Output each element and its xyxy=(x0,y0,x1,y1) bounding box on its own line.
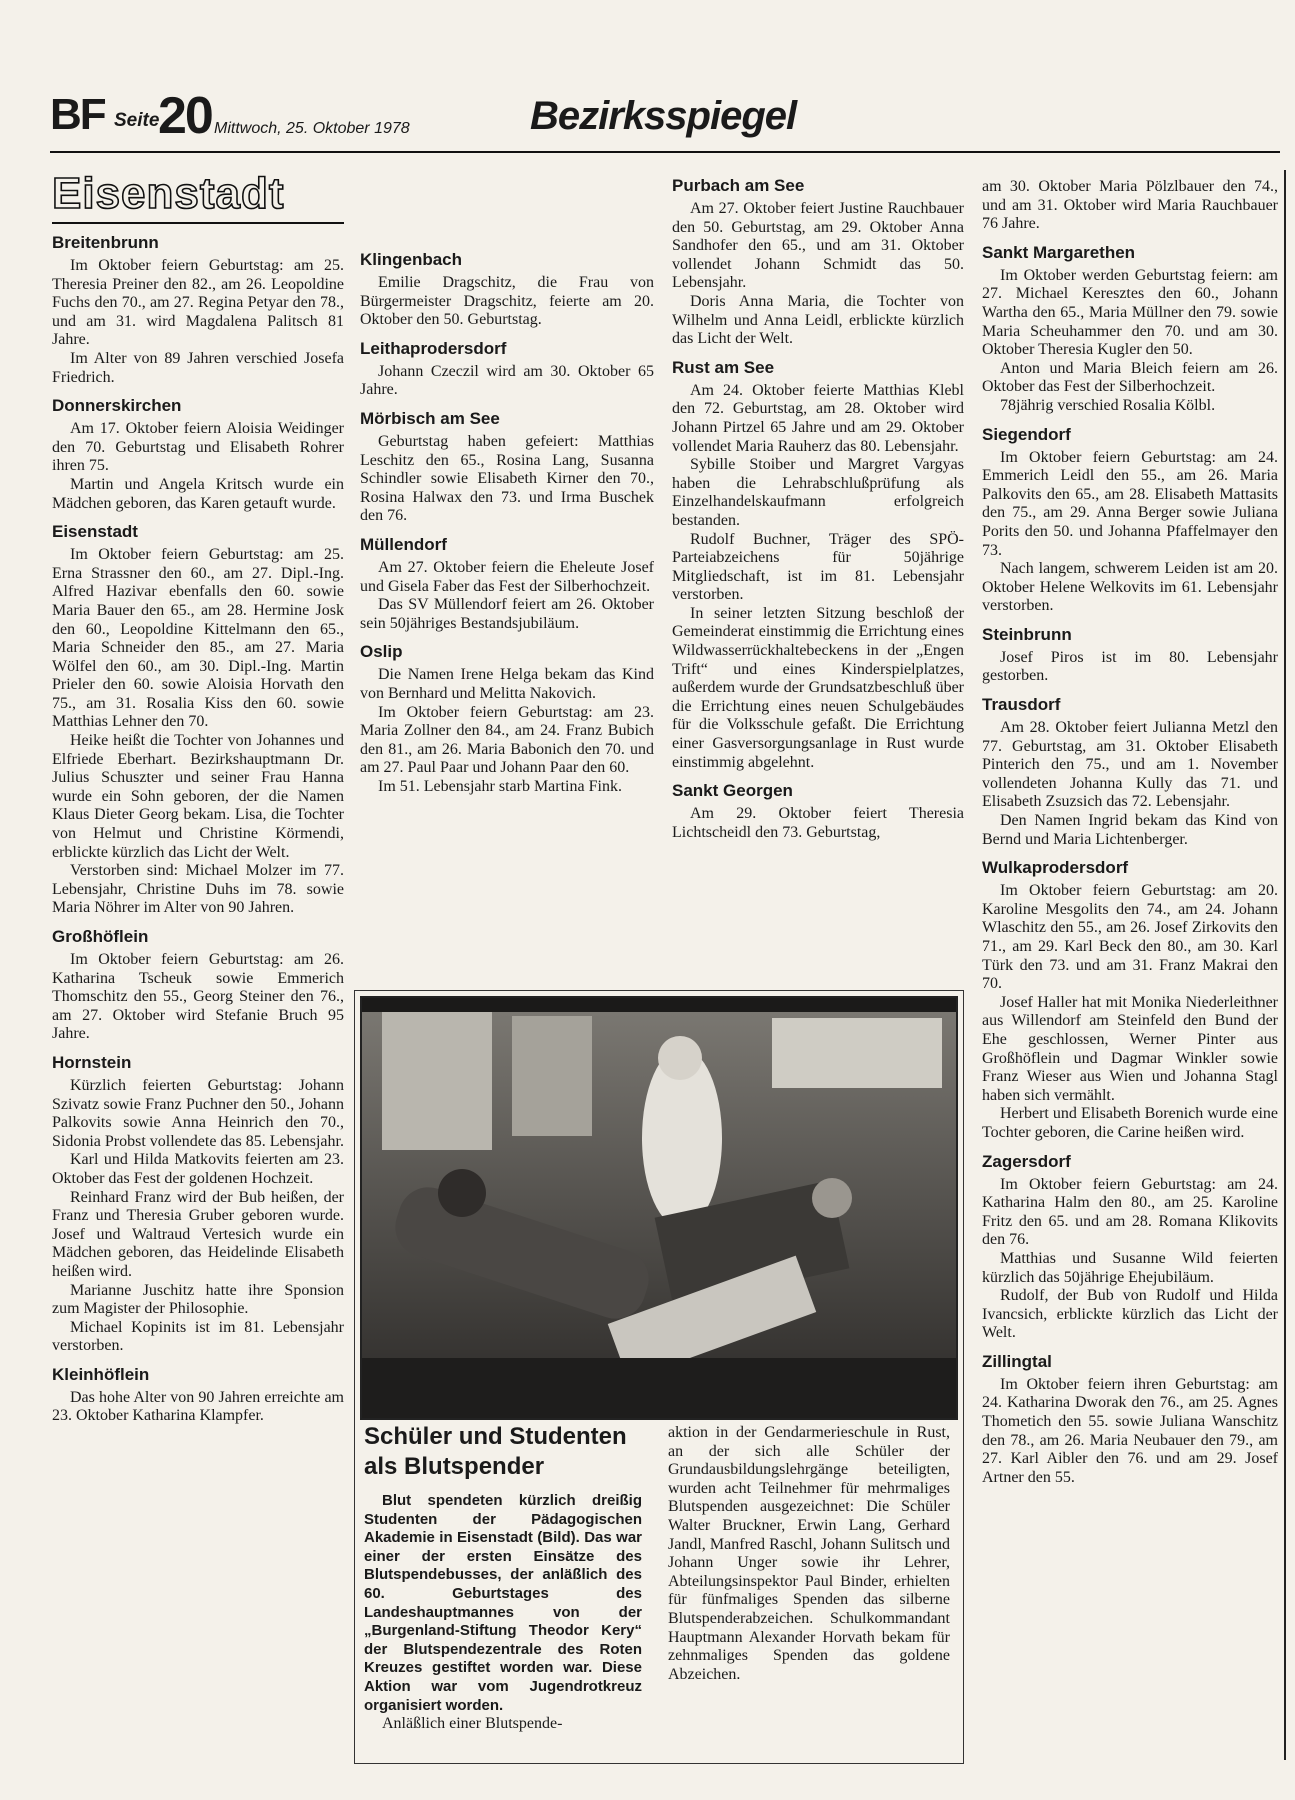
issue-date: Mittwoch, 25. Oktober 1978 xyxy=(214,120,410,137)
feature-lead: Blut spendeten kürzlich dreißig Studenten der Pädagogischen Akademie in Eisenstadt (Bild). Das war einer der ersten Einsätze des Blutspendebusses, der anläßlich des 60. Geburtstages des Landeshauptmannes von der „Burgenland-Stiftung Theodor Kery“ der Blutspendezentrale des Roten Kreuzes gestiftet worden war. Diese Aktion war vom Jugendrotkreuz organisiert worden. xyxy=(364,1492,642,1714)
article-title-zagersdorf: Zagersdorf xyxy=(982,1151,1071,1171)
article-paragraph: Im Oktober feiern Geburtstag: am 26. Katharina Tscheuk sowie Emmerich Thomschitz den 55., Georg Steiner den 76., am 27. Oktober wird Stefanie Bruch 95 Jahre. xyxy=(52,951,344,1043)
article-paragraph: Herbert und Elisabeth Borenich wurde eine Tochter geboren, die Carine heißen wird. xyxy=(982,1105,1278,1141)
feature-lead-tail: Anläßlich einer Blutspende- xyxy=(382,1715,563,1733)
article-paragraph: Am 24. Oktober feierte Matthias Klebl den 72. Geburtstag, am 28. Oktober wird Johann Pirtzel 65 Jahre und am 29. Oktober vollendet Maria Rauherz das 80. Lebensjahr. xyxy=(672,381,964,455)
article-paragraph: Nach langem, schwerem Leiden ist am 20. Oktober Helene Welkovits im 61. Lebensjahr verstorben. xyxy=(982,560,1278,615)
article-paragraph: Am 17. Oktober feiern Aloisia Weidinger den 70. Geburtstag und Elisabeth Rohrer ihren 75. xyxy=(52,420,344,475)
article-paragraph: Rudolf, der Bub von Rudolf und Hilda Ivancsich, erblickte kürzlich das Licht der Welt. xyxy=(982,1287,1278,1342)
article-paragraph: Im Oktober feiern Geburtstag: am 23. Maria Zollner den 84., am 24. Franz Bubich den 81., am 26. Maria Babonich den 70. und am 27. Paul Paar und Johann Paar den 60. xyxy=(360,703,654,777)
article-paragraph: Im Oktober feiern ihren Geburtstag: am 24. Katharina Dworak den 76., am 25. Agnes Thometich den 55. sowie Juliana Wanschitz den 78., am 26. Maria Neubauer den 79., am 27. Karl Aibler den 76. und am 29. Josef Artner den 55. xyxy=(982,1375,1278,1486)
article-title-leithaprodersdorf: Leithaprodersdorf xyxy=(360,338,507,358)
article-title-sankt-georgen: Sankt Georgen xyxy=(672,781,793,801)
article-paragraph: Die Namen Irene Helga bekam das Kind von Bernhard und Melitta Nakovich. xyxy=(360,666,654,702)
article-paragraph: Im Oktober feiern Geburtstag: am 20. Karoline Mesgolits den 74., am 24. Johann Wlaschitz den 55., am 26. Josef Zirkovits den 71., am 29. Karl Beck den 80., am 30. Karl Türk den 73. und am 31. Franz Makrai den 70. xyxy=(982,882,1278,993)
article-paragraph: Im Oktober feiern Geburtstag: am 25. Erna Strassner den 60., am 27. Dipl.-Ing. Alfred Hazivar ebenfalls den 60. sowie Maria Bauer den 65., am 28. Hermine Josk den 60., Leopoldine Kittelmann den 65., Maria Schneider den 85., am 27. Maria Wölfel den 60., am 30. Dipl.-Ing. Martin Prieler den 60. sowie Aloisia Horvath den 75., am 31. Rosalia Kiss den 60. sowie Matthias Lehner den 70. xyxy=(52,546,344,731)
article-title-hornstein: Hornstein xyxy=(52,1052,132,1072)
article-paragraph: Im Oktober feiern Geburtstag: am 24. Emmerich Leidl den 55., am 26. Maria Palkovits den 65., am 28. Elisabeth Mattasits den 75., am 29. Anna Berger sowie Juliana Porits den 50. und Johanna Pfaffelmayer den 73. xyxy=(982,448,1278,559)
article-paragraph: Verstorben sind: Michael Molzer im 77. Lebensjahr, Christine Duhs im 78. sowie Maria Nöhrer im Alter von 90 Jahren. xyxy=(52,862,344,917)
feature-body: aktion in der Gendarmerieschule in Rust, an der sich alle Schüler der Grundausbildungslehrgänge beteiligten, wurden acht Teilnehmer für mehrmaliges Blutspenden ausgezeichnet: Die Schüler Walter Bruckner, Erwin Lang, Gerhard Jandl, Manfred Raschl, Johann Sulitsch und Johann Unger sowie ihr Lehrer, Abteilungsinspektor Paul Binder, erhielten für fünfmaliges Spenden das silberne Blutspenderabzeichen. Schulkommandant Hauptmann Alexander Horvath bekam für zehnmaliges Spenden das goldene Abzeichen. xyxy=(668,1424,950,1683)
article-paragraph: Den Namen Ingrid bekam das Kind von Bernd und Maria Lichtenberger. xyxy=(982,812,1278,848)
article-title-siegendorf: Siegendorf xyxy=(982,424,1071,444)
article-paragraph: Im Oktober feiern Geburtstag: am 25. Theresia Preiner den 82., am 26. Leopoldine Fuchs den 70., am 27. Regina Petyar den 78., und am 31. wird Magdalena Palitsch 81 Jahre. xyxy=(52,257,344,349)
article-paragraph: Doris Anna Maria, die Tochter von Wilhelm und Anna Leidl, erblickte kürzlich das Licht der Welt. xyxy=(672,292,964,348)
article-paragraph: 78jährig verschied Rosalia Kölbl. xyxy=(1000,396,1216,414)
article-paragraph: Michael Kopinits ist im 81. Lebensjahr verstorben. xyxy=(52,1318,344,1355)
page-number: 20 xyxy=(158,87,212,145)
article-title-donnerskirchen: Donnerskirchen xyxy=(52,396,182,416)
article-title-eisenstadt: Eisenstadt xyxy=(52,522,138,542)
article-paragraph: Karl und Hilda Matkovits feierten am 23. Oktober das Fest der goldenen Hochzeit. xyxy=(52,1151,344,1187)
article-paragraph: Johann Czeczil wird am 30. Oktober 65 Jahre. xyxy=(360,362,654,399)
photo-illustration xyxy=(362,998,956,1418)
article-paragraph: Anton und Maria Bleich feiern am 26. Oktober das Fest der Silberhochzeit. xyxy=(982,359,1278,396)
article-paragraph: Emilie Dragschitz, die Frau von Bürgermeister Dragschitz, feierte am 20. Oktober den 50. Geburtstag. xyxy=(360,274,654,329)
blood-donation-photo xyxy=(360,996,958,1420)
article-paragraph: Am 27. Oktober feiert Justine Rauchbauer den 50. Geburtstag, am 29. Oktober Anna Sandhofer den 65., und am 31. Oktober vollendet Johann Schmidt das 50. Lebensjahr. xyxy=(672,200,964,292)
article-paragraph: Im Alter von 89 Jahren verschied Josefa Friedrich. xyxy=(52,349,344,386)
article-paragraph: Kürzlich feierten Geburtstag: Johann Szivatz sowie Franz Puchner den 50., Johann Palkovits sowie Anna Heinrich den 70., Sidonia Probst vollendete das 85. Lebensjahr. xyxy=(52,1076,344,1150)
article-paragraph: Am 28. Oktober feiert Julianna Metzl den 77. Geburtstag, am 31. Oktober Elisabeth Pinterich den 75., und am 1. November vollendeten Johanna Kully das 71. und Elisabeth Zsuzsich das 72. Lebensjahr. xyxy=(982,719,1278,811)
article-title-grosshoflein: Großhöflein xyxy=(52,927,149,946)
column-4 xyxy=(982,178,1278,1487)
article-title-kleinhoflein: Kleinhöflein xyxy=(52,1364,150,1384)
column-edge-rule xyxy=(1284,170,1286,1760)
page-label: Seite xyxy=(114,110,160,131)
feature-headline: Schüler und Studenten als Blutspender xyxy=(364,1423,627,1480)
article-title-purbach-am-see: Purbach am See xyxy=(672,176,805,195)
article-paragraph: Im Oktober feiern Geburtstag: am 24. Katharina Halm den 80., am 25. Karoline Fritz den 65. und am 28. Romana Klikovits den 76. xyxy=(982,1175,1278,1249)
article-title-rust-am-see: Rust am See xyxy=(672,357,775,377)
article-paragraph: Rudolf Buchner, Träger des SPÖ-Parteiabzeichens für 50jährige Mitgliedschaft, ist im 81. Lebensjahr verstorben. xyxy=(672,530,964,604)
page-header xyxy=(50,84,1270,144)
article-paragraph: Martin und Angela Kritsch wurde ein Mädchen geboren, das Karen getauft wurde. xyxy=(52,475,344,512)
article-title-klingenbach: Klingenbach xyxy=(360,250,463,269)
article-paragraph: Heike heißt die Tochter von Johannes und Elfriede Eberhart. Bezirkshauptmann Dr. Julius Schuszter und seiner Frau Hanna wurde ein Sohn geboren, der die Namen Klaus Dieter Georg bekam. Lisa, die Tochter von Helmut und Christine Körmendi, erblickte kürzlich das Licht der Welt. xyxy=(52,732,344,861)
column-1 xyxy=(52,169,344,1426)
article-paragraph: Sybille Stoiber und Margret Vargyas haben die Lehrabschlußprüfung als Einzelhandelskaufmann erfolgreich bestanden. xyxy=(672,456,964,529)
article-paragraph: Im 51. Lebensjahr starb Martina Fink. xyxy=(378,777,622,795)
district-banner: Eisenstadt xyxy=(52,172,344,224)
article-title-steinbrunn: Steinbrunn xyxy=(982,624,1072,644)
article-paragraph: Josef Piros ist im 80. Lebensjahr gestorben. xyxy=(982,648,1278,685)
article-paragraph: Matthias und Susanne Wild feierten kürzlich das 50jährige Ehejubiläum. xyxy=(982,1249,1278,1286)
article-paragraph: In seiner letzten Sitzung beschloß der Gemeinderat einstimmig die Errichtung eines Wildwasserrückhaltebeckens in der „Engen Trift“ und eines Kinderspielplatzes, außerdem wurde der Grundsatzbeschluß über die Errichtung eines neuen Schulgebäudes für die Volksschule gefaßt. Die Errichtung einer Gasversorgungsanlage in Rust wurde einstimmig abgelehnt. xyxy=(672,604,964,771)
article-paragraph: am 30. Oktober Maria Pölzlbauer den 74., und am 31. Oktober wird Maria Rauchbauer 76 Jahre. xyxy=(982,178,1278,233)
article-paragraph: Im Oktober werden Geburtstag feiern: am 27. Michael Keresztes den 60., Johann Wartha den 65., Maria Müllner den 79. sowie Maria Scheuhammer den 70. und am 30. Oktober Theresia Kugler den 50. xyxy=(982,266,1278,359)
article-title-trausdorf: Trausdorf xyxy=(982,695,1061,715)
feature-left-column xyxy=(364,1422,642,1734)
article-paragraph: Am 29. Oktober feiert Theresia Lichtscheidl den 73. Geburtstag, xyxy=(672,805,964,841)
article-title-zillingtal: Zillingtal xyxy=(982,1351,1052,1371)
article-paragraph: Marianne Juschitz hatte ihre Sponsion zum Magister der Philosophie. xyxy=(52,1281,344,1318)
feature-right-column xyxy=(668,1424,950,1684)
section-title: Bezirksspiegel xyxy=(530,94,797,138)
newspaper-logo: BF xyxy=(50,90,105,139)
article-paragraph: Reinhard Franz wird der Bub heißen, der Franz und Theresia Gruber geboren wurde. Josef und Waltraud Vertesich wurde ein Mädchen geboren, das Heidelinde Elisabeth heißen wird. xyxy=(52,1188,344,1280)
article-paragraph: Josef Haller hat mit Monika Niederleithner aus Willendorf am Steinfeld den Bund der Ehe geschlossen, Werner Pinter aus Großhöflein und Dagmar Winkler sowie Franz Wieser aus Wien und Johanna Stagl haben sich vermählt. xyxy=(982,993,1278,1104)
column-3 xyxy=(672,176,964,842)
article-title-wulkaprodersdorf: Wulkaprodersdorf xyxy=(982,858,1129,878)
article-paragraph: Das SV Müllendorf feiert am 26. Oktober sein 50jähriges Bestandsjubiläum. xyxy=(360,596,654,632)
article-title-sankt-margarethen: Sankt Margarethen xyxy=(982,242,1136,262)
header-rule xyxy=(50,151,1280,153)
article-paragraph: Das hohe Alter von 90 Jahren erreichte am 23. Oktober Katharina Klampfer. xyxy=(52,1388,344,1425)
article-title-oslip: Oslip xyxy=(360,642,403,662)
article-paragraph: Am 27. Oktober feiern die Eheleute Josef und Gisela Faber das Fest der Silberhochzeit. xyxy=(360,558,654,595)
column-2 xyxy=(360,250,654,796)
article-title-mullendorf: Müllendorf xyxy=(360,534,447,554)
article-title-breitenbrunn: Breitenbrunn xyxy=(52,233,159,252)
article-title-morbisch-am-see: Mörbisch am See xyxy=(360,408,500,428)
article-paragraph: Geburtstag haben gefeiert: Matthias Leschitz den 65., Rosina Lang, Susanna Schindler sowie Elisabeth Kirner den 70., Rosina Halwax den 73. und Irma Buschek den 76. xyxy=(360,432,654,525)
